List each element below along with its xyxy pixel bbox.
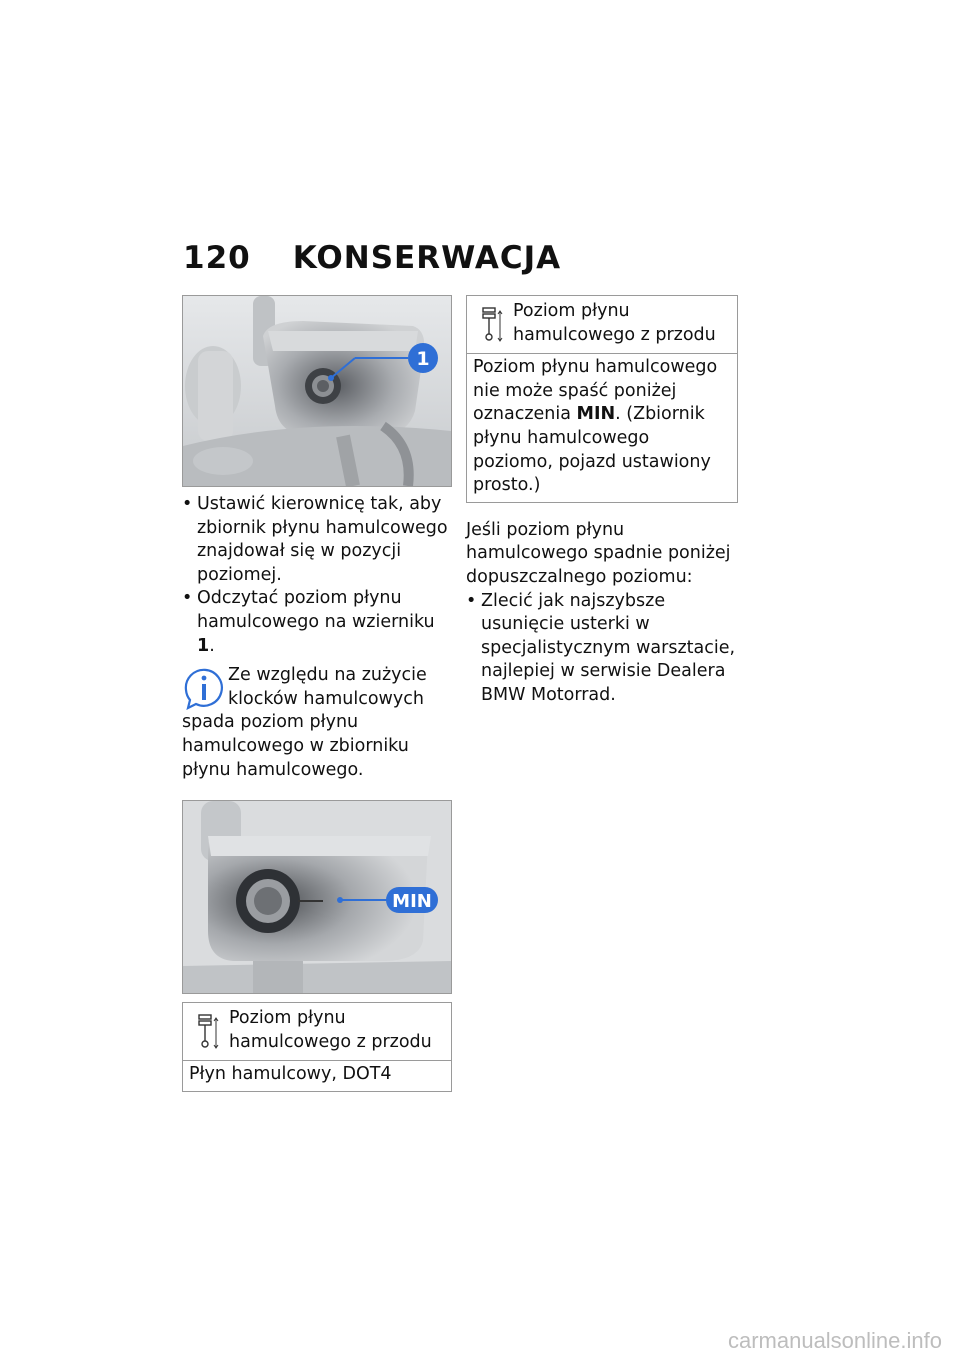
spec-title: Poziom płynu hamulcowego z przodu bbox=[513, 301, 716, 345]
min-mark-illustration bbox=[183, 801, 451, 993]
condition-paragraph: Jeśli poziom płynu hamulcowego spadnie poniżej dopuszczalnego poziomu: bbox=[466, 519, 731, 587]
spec-header bbox=[183, 1003, 451, 1061]
spec-header bbox=[467, 296, 737, 354]
brake-reservoir-photo bbox=[182, 295, 452, 487]
min-mark-photo bbox=[182, 800, 452, 994]
fluid-level-icon bbox=[187, 1007, 229, 1049]
fluid-level-icon bbox=[471, 300, 513, 342]
instruction-list bbox=[182, 493, 452, 658]
list-item: • Odczytać poziom płynu hamulcowego na wzierniku 1. bbox=[182, 587, 452, 658]
spec-value: Poziom płynu hamulcowego nie może spaść poniżej oznaczenia MIN. (Zbiornik płynu hamulcowego poziomo, pojazd ustawiony prosto.) bbox=[473, 357, 718, 496]
spec-value: Płyn hamulcowy, DOT4 bbox=[189, 1064, 392, 1085]
info-icon bbox=[182, 664, 226, 710]
reservoir-illustration bbox=[183, 296, 451, 486]
min-mark-text: MIN bbox=[576, 404, 616, 425]
min-label: MIN bbox=[392, 891, 432, 913]
page-number: 120 bbox=[183, 240, 251, 276]
page-header bbox=[183, 240, 561, 276]
info-note bbox=[182, 664, 452, 782]
action-list bbox=[466, 590, 738, 708]
chapter-title: KONSERWACJA bbox=[292, 240, 562, 276]
spec-title: Poziom płynu hamulcowego z przodu bbox=[229, 1008, 432, 1052]
reference-number: 1 bbox=[197, 635, 210, 656]
list-item: • Zlecić jak najszybsze usunięcie usterki w specjalistycznym warsztacie, najlepiej w serwisie Dealera BMW Motorrad. bbox=[466, 590, 738, 708]
info-text: Ze względu na zużycie klocków hamulcowych spada poziom płynu hamulcowego w zbiorniku płynu hamulcowego. bbox=[182, 665, 427, 780]
left-column bbox=[182, 295, 452, 1092]
spec-box-fluid-level bbox=[466, 295, 738, 503]
list-item: • Ustawić kierownicę tak, aby zbiornik płynu hamulcowego znajdował się w pozycji poziomej. bbox=[182, 493, 452, 587]
spec-box-brake-fluid bbox=[182, 1002, 452, 1092]
callout-1-label: 1 bbox=[416, 348, 430, 370]
right-column bbox=[466, 295, 738, 708]
watermark: carmanualsonline.info bbox=[727, 1328, 942, 1353]
